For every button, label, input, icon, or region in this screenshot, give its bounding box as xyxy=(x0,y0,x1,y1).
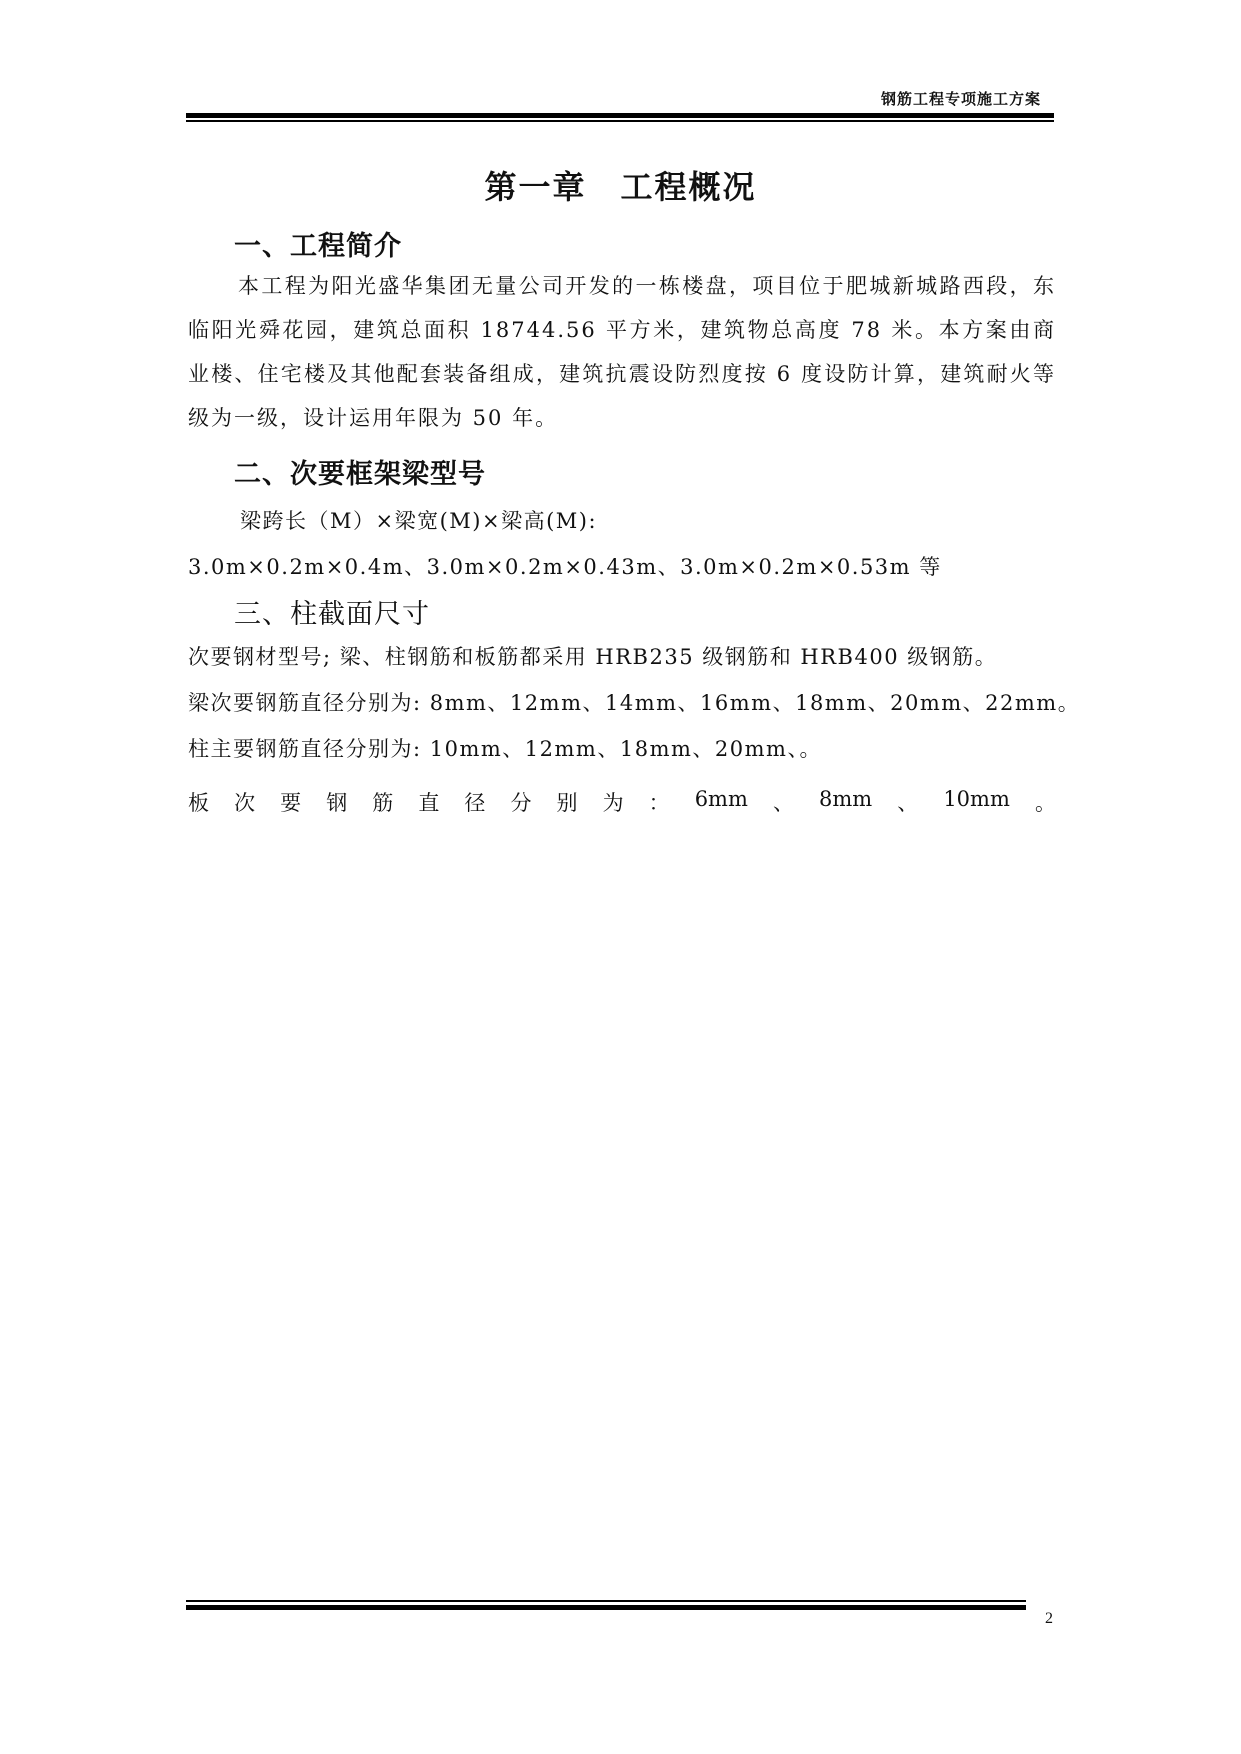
running-header-title: 钢筋工程专项施工方案 xyxy=(880,90,1041,108)
footer-rule-thick xyxy=(186,1605,1026,1610)
slab-rebar-diameters xyxy=(188,787,1056,817)
slab-token: 、 xyxy=(897,791,919,815)
slab-token: 别 xyxy=(556,791,578,815)
steel-grade-line: 次要钢材型号; 梁、柱钢筋和板筋都采用 HRB235 级钢筋和 HRB400 级钢筋。 xyxy=(188,645,998,669)
slab-token: 板 xyxy=(188,791,209,815)
slab-token: 钢 xyxy=(326,791,348,815)
slab-token: 10mm xyxy=(943,787,1010,811)
beam-dimension-legend: 梁跨长（M）×梁宽(M)×梁高(M): xyxy=(240,509,598,533)
slab-token: ： xyxy=(648,791,670,815)
slab-token: 分 xyxy=(510,791,532,815)
section-heading-beam-types: 二、次要框架梁型号 xyxy=(234,459,486,490)
slab-token: 径 xyxy=(464,791,486,815)
footer-rule-thin xyxy=(186,1600,1026,1602)
slab-token: 直 xyxy=(418,791,440,815)
column-rebar-diameters: 柱主要钢筋直径分别为: 10mm、12mm、18mm、20mm、。 xyxy=(188,737,822,761)
beam-rebar-diameters: 梁次要钢筋直径分别为: 8mm、12mm、14mm、16mm、18mm、20mm、22mm。 xyxy=(188,691,1081,715)
slab-token: 为 xyxy=(602,791,624,815)
section-overview-body xyxy=(188,264,1056,440)
slab-token: 次 xyxy=(234,791,256,815)
header-rule-thin xyxy=(186,120,1054,122)
slab-token: 、 xyxy=(772,791,794,815)
slab-token: 8mm xyxy=(819,787,873,811)
header-rule-thick xyxy=(186,113,1054,118)
section-heading-overview: 一、工程简介 xyxy=(234,231,402,262)
slab-token: 。 xyxy=(1034,791,1056,815)
slab-token: 筋 xyxy=(372,791,394,815)
section-heading-column-section: 三、柱截面尺寸 xyxy=(234,599,430,630)
slab-token: 要 xyxy=(280,791,302,815)
slab-token: 6mm xyxy=(694,787,748,811)
chapter-title: 第一章 工程概况 xyxy=(484,168,757,206)
page-number: 2 xyxy=(1045,1610,1053,1627)
overview-paragraph: 本工程为阳光盛华集团无量公司开发的一栋楼盘，项目位于肥城新城路西段，东临阳光舜花园，建筑总面积 18744.56 平方米，建筑物总高度 78 米。本方案由商业楼、住宅楼及其他配套装备组成，建筑抗震设防烈度按 6 度设防计算，建筑耐火等级为一级，设计运用年限为 50 年。 xyxy=(188,274,1056,430)
beam-dimension-values: 3.0m×0.2m×0.4m、3.0m×0.2m×0.43m、3.0m×0.2m×0.53m 等 xyxy=(188,555,942,579)
